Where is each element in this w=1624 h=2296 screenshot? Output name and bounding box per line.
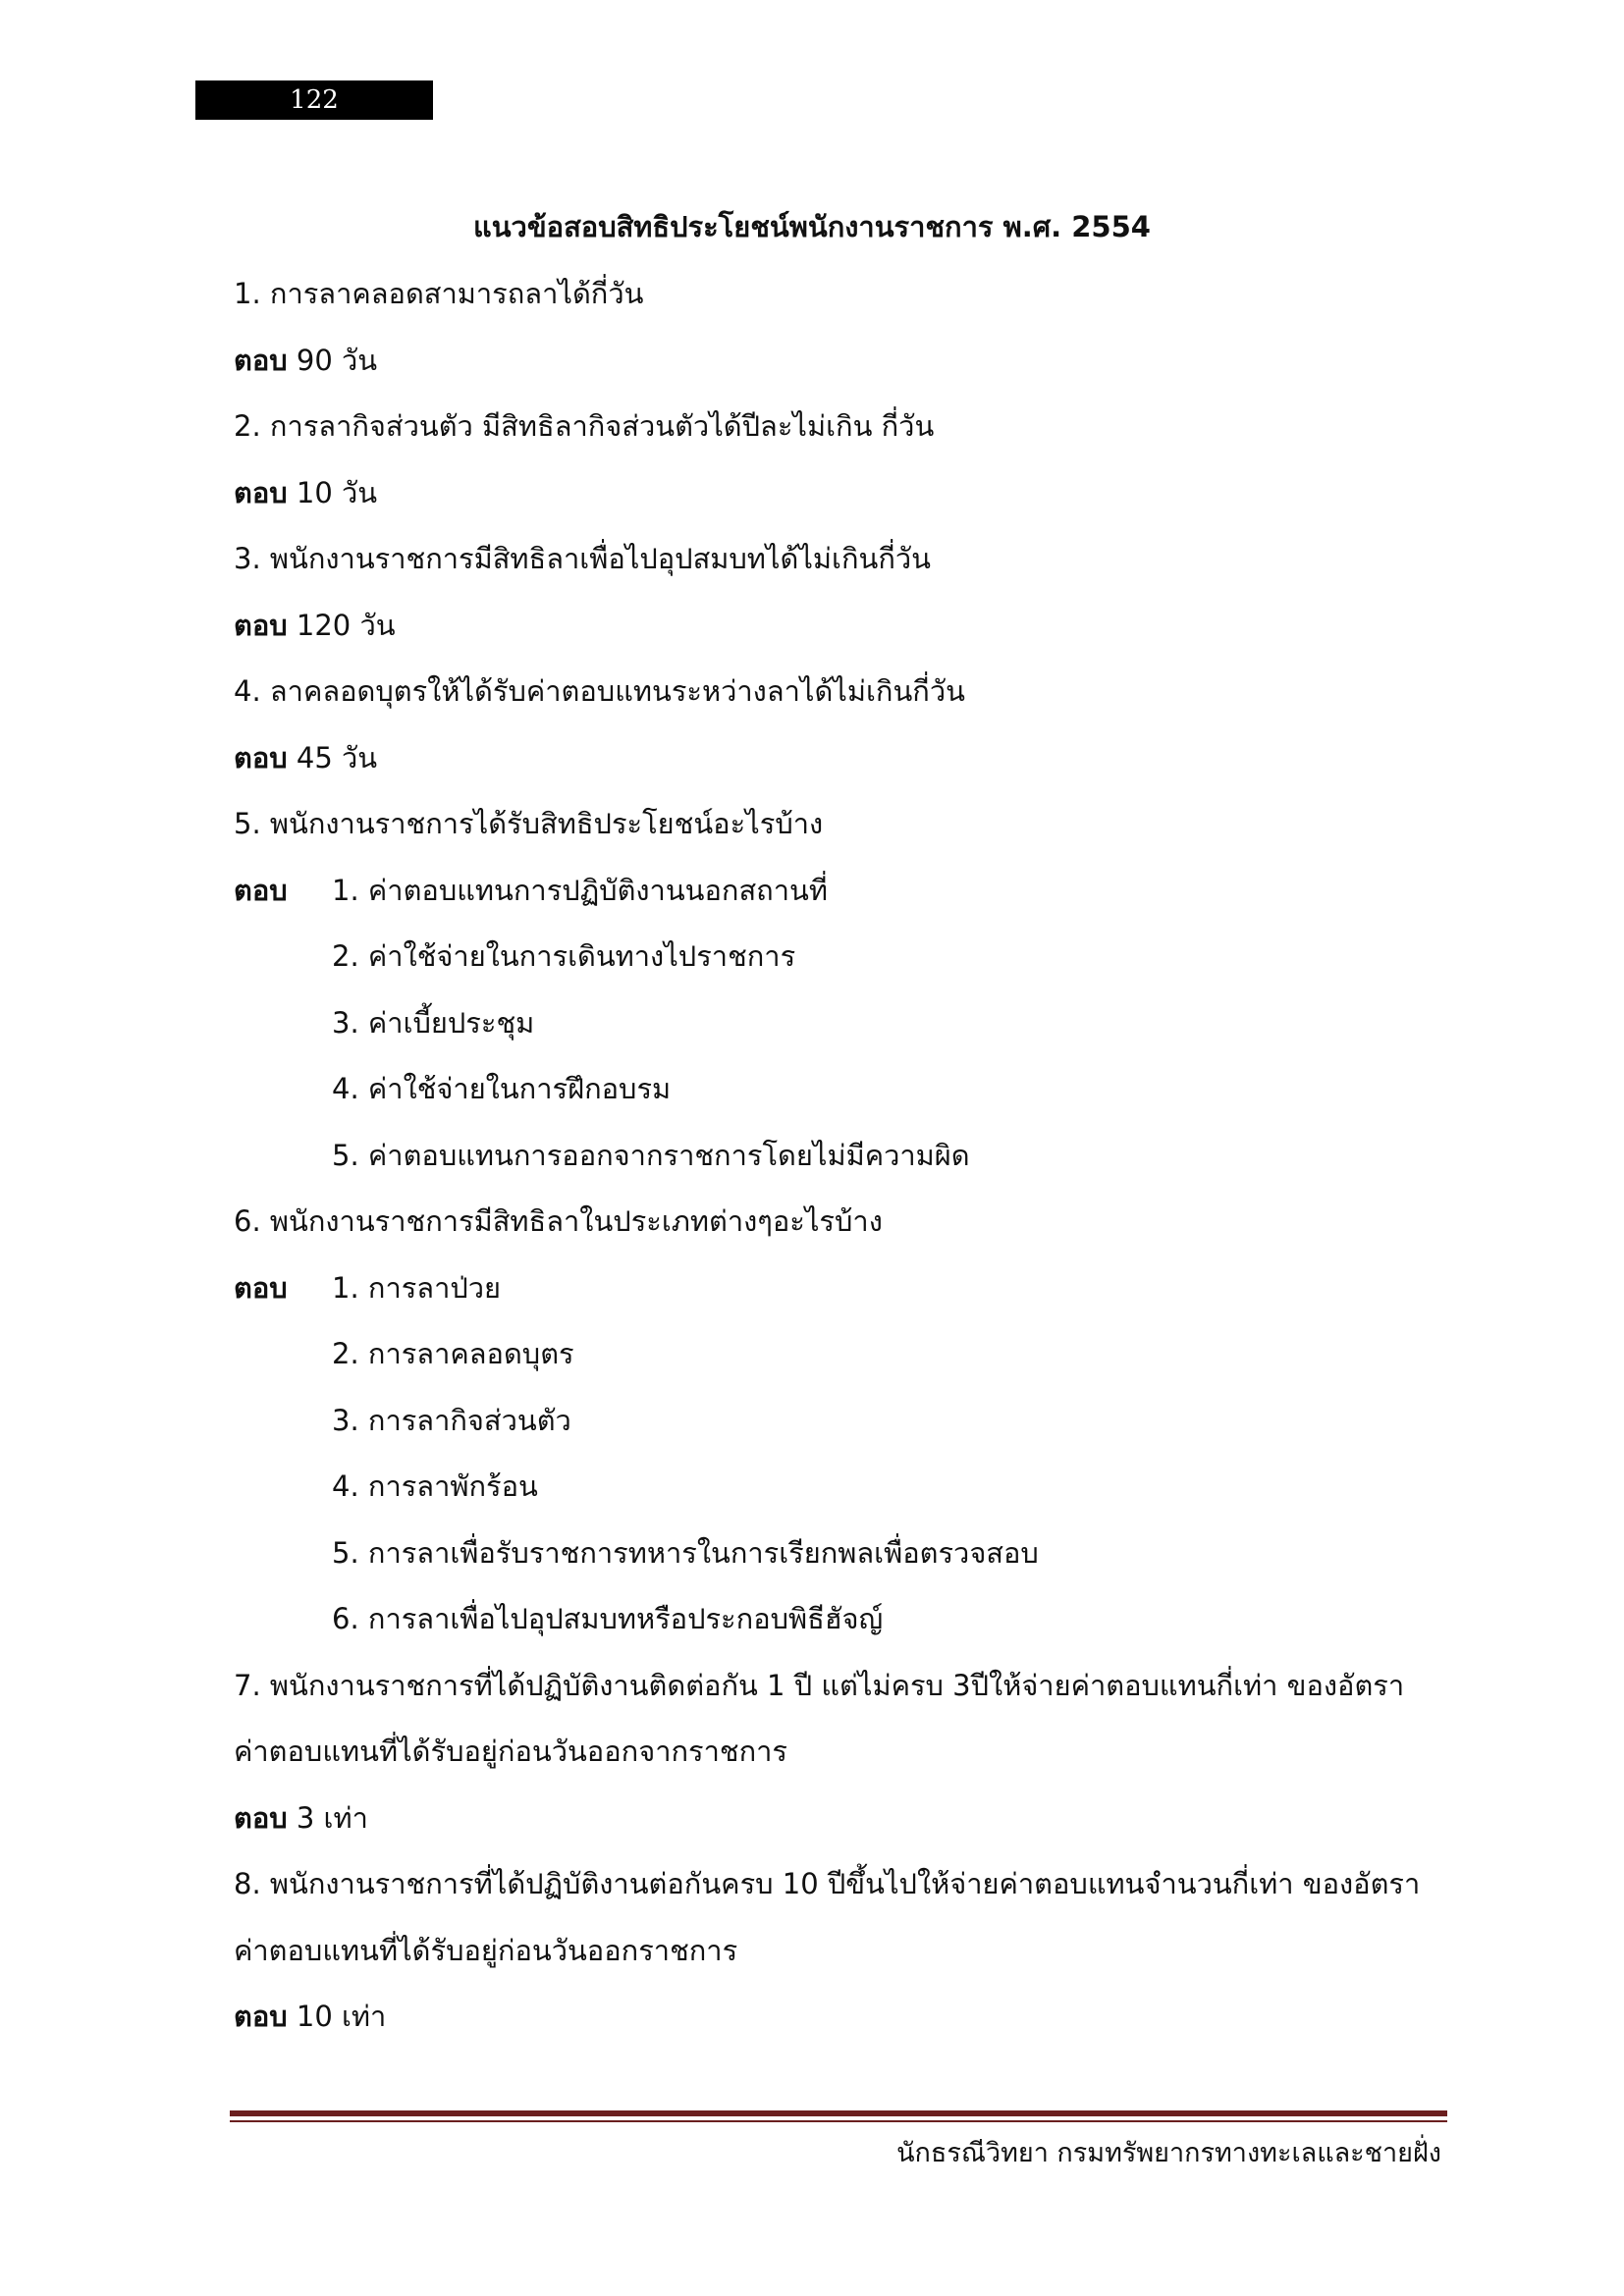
question-8: 8. พนักงานราชการที่ได้ปฏิบัติงานต่อกันครบ 10 ปีขึ้นไปให้จ่ายค่าตอบแทนจำนวนกี่เท่า ของอัตรา: [234, 1867, 1421, 1900]
answer-3: [234, 602, 396, 649]
answer-label: ตอบ: [234, 344, 288, 377]
footer-divider: [230, 2110, 1447, 2116]
question-1: 1. การลาคลอดสามารถลาได้กี่วัน: [234, 277, 644, 310]
answer-5-item-5: 5. ค่าตอบแทนการออกจากราชการโดยไม่มีความผิด: [332, 1139, 970, 1172]
answer-8: [234, 1993, 386, 2040]
answer-6-item-5: 5. การลาเพื่อรับราชการทหารในการเรียกพลเพื่อตรวจสอบ: [332, 1536, 1039, 1570]
question-8-continued: ค่าตอบแทนที่ได้รับอยู่ก่อนวันออกราชการ: [234, 1934, 738, 1967]
page-title: แนวข้อสอบสิทธิประโยชน์พนักงานราชการ พ.ศ. 2554: [473, 210, 1151, 243]
answer-5-item-1: 1. ค่าตอบแทนการปฏิบัติงานนอกสถานที่: [332, 874, 828, 907]
answer-label: ตอบ: [234, 1801, 288, 1835]
answer-label: ตอบ: [234, 2000, 288, 2033]
question-7-continued: ค่าตอบแทนที่ได้รับอยู่ก่อนวันออกจากราชการ: [234, 1735, 787, 1768]
footer-divider-thin: [230, 2120, 1447, 2122]
answer-5-item-2: 2. ค่าใช้จ่ายในการเดินทางไปราชการ: [332, 939, 796, 973]
question-2: 2. การลากิจส่วนตัว มีสิทธิลากิจส่วนตัวได้ปีละไม่เกิน กี่วัน: [234, 409, 935, 443]
answer-2-text: 10 วัน: [296, 476, 378, 509]
answer-6-item-4: 4. การลาพักร้อน: [332, 1469, 538, 1503]
answer-5-item-4: 4. ค่าใช้จ่ายในการฝึกอบรม: [332, 1072, 672, 1105]
question-3: 3. พนักงานราชการมีสิทธิลาเพื่อไปอุปสมบทได้ไม่เกินกี่วัน: [234, 542, 931, 575]
answer-7: [234, 1794, 368, 1842]
answer-2: [234, 469, 377, 516]
answer-6-item-2: 2. การลาคลอดบุตร: [332, 1337, 574, 1370]
page-number: 122: [195, 80, 433, 120]
question-7: 7. พนักงานราชการที่ได้ปฏิบัติงานติดต่อกัน 1 ปี แต่ไม่ครบ 3ปีให้จ่ายค่าตอบแทนกี่เท่า ของอัตรา: [234, 1669, 1405, 1702]
answer-4: [234, 734, 377, 781]
footer-text: นักธรณีวิทยา กรมทรัพยากรทางทะเลและชายฝั่ง: [896, 2138, 1441, 2168]
answer-label: ตอบ: [234, 741, 288, 774]
answer-label: ตอบ: [234, 609, 288, 642]
answer-3-text: 120 วัน: [296, 609, 396, 642]
answer-5-item-3: 3. ค่าเบี้ยประชุม: [332, 1006, 535, 1040]
answer-label: ตอบ: [234, 1271, 288, 1305]
answer-6-item-1: 1. การลาป่วย: [332, 1271, 502, 1305]
answer-label: ตอบ: [234, 874, 288, 907]
answer-label: ตอบ: [234, 476, 288, 509]
question-6: 6. พนักงานราชการมีสิทธิลาในประเภทต่างๆอะไรบ้าง: [234, 1204, 883, 1238]
answer-7-text: 3 เท่า: [296, 1801, 368, 1835]
answer-1: [234, 337, 377, 384]
question-4: 4. ลาคลอดบุตรให้ได้รับค่าตอบแทนระหว่างลาได้ไม่เกินกี่วัน: [234, 674, 965, 708]
answer-6-item-3: 3. การลากิจส่วนตัว: [332, 1404, 571, 1437]
answer-1-text: 90 วัน: [296, 344, 378, 377]
question-5: 5. พนักงานราชการได้รับสิทธิประโยชน์อะไรบ้าง: [234, 807, 824, 840]
answer-4-text: 45 วัน: [296, 741, 378, 774]
answer-8-text: 10 เท่า: [296, 2000, 387, 2033]
answer-6-item-6: 6. การลาเพื่อไปอุปสมบทหรือประกอบพิธีฮัจญ์: [332, 1602, 884, 1635]
